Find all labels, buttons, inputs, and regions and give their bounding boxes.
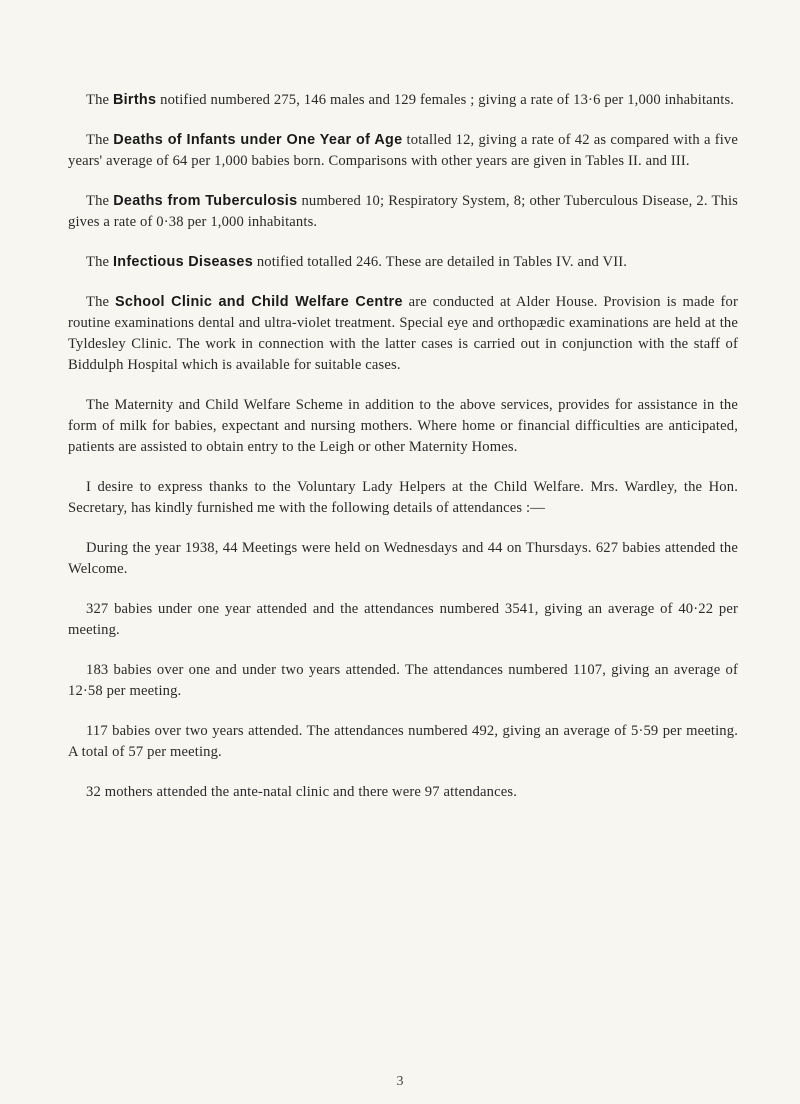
paragraph-school-clinic	[68, 292, 738, 376]
paragraph-text: totalled 12, giving a rate of 42 as compared with a five years' average of 64 per 1,000 babies born. Comparisons with other years are given in Tables II. and III.	[68, 132, 738, 169]
page-number: 3	[396, 1074, 404, 1089]
paragraph-tuberculosis	[68, 191, 738, 233]
paragraph-meetings	[68, 538, 738, 580]
paragraph-infant-deaths	[68, 130, 738, 172]
paragraph-infectious	[68, 252, 738, 273]
paragraph-text: 117 babies over two years attended. The attendances numbered 492, giving an average of 5·59 per meeting. A total of 57 per meeting.	[68, 723, 738, 760]
section-heading-school-clinic: School Clinic and Child Welfare Centre	[115, 294, 403, 310]
document-body	[68, 90, 738, 822]
paragraph-pre: The	[86, 132, 114, 148]
paragraph-pre: The	[86, 254, 113, 270]
paragraph-thanks	[68, 477, 738, 519]
paragraph-text: are conducted at Alder House. Provision is made for routine examinations dental and ultra-violet treatment. Special eye and orthopædic examinations are held at the Tyldesley Clinic. The work in connection with the latter cases is carried out in conjunction with the staff of Biddulph Hospital which is available for suitable cases.	[68, 294, 739, 373]
paragraph-maternity	[68, 395, 738, 458]
paragraph-under-one	[68, 599, 738, 641]
paragraph-one-to-two	[68, 660, 738, 702]
section-heading-tuberculosis: Deaths from Tuberculosis	[113, 193, 298, 209]
paragraph-over-two	[68, 721, 738, 763]
paragraph-text: During the year 1938, 44 Meetings were held on Wednesdays and 44 on Thursdays. 627 babies attended the Welcome.	[68, 540, 738, 577]
paragraph-ante-natal	[68, 782, 738, 803]
paragraph-text: 32 mothers attended the ante-natal clinic and there were 97 attendances.	[86, 784, 517, 800]
paragraph-pre: The	[86, 294, 116, 310]
paragraph-text: notified numbered 275, 146 males and 129 females ; giving a rate of 13·6 per 1,000 inhabitants.	[156, 92, 735, 108]
paragraph-text: numbered 10; Respiratory System, 8; other Tuberculous Disease, 2. This gives a rate of 0·38 per 1,000 inhabitants.	[68, 193, 739, 230]
paragraph-text: The Maternity and Child Welfare Scheme in addition to the above services, provides for assistance in the form of milk for babies, expectant and nursing mothers. Where home or financial difficulties are anticipated, patients are assisted to obtain entry to the Leigh or other Maternity Homes.	[68, 397, 738, 455]
paragraph-text: notified totalled 246. These are detailed in Tables IV. and VII.	[253, 254, 628, 270]
paragraph-text: I desire to express thanks to the Voluntary Lady Helpers at the Child Welfare. Mrs. Wardley, the Hon. Secretary, has kindly furnished me with the following details of attendances :—	[68, 479, 738, 516]
paragraph-pre: The	[86, 193, 114, 209]
section-heading-infectious: Infectious Diseases	[112, 254, 254, 270]
paragraph-text: 183 babies over one and under two years attended. The attendances numbered 1107, giving an average of 12·58 per meeting.	[68, 662, 738, 699]
section-heading-infant-deaths: Deaths of Infants under One Year of Age	[113, 132, 403, 148]
paragraph-pre: The	[86, 92, 113, 108]
section-heading-births: Births	[112, 92, 157, 108]
paragraph-text: 327 babies under one year attended and the attendances numbered 3541, giving an average of 40·22 per meeting.	[68, 601, 738, 638]
paragraph-births	[68, 90, 738, 111]
